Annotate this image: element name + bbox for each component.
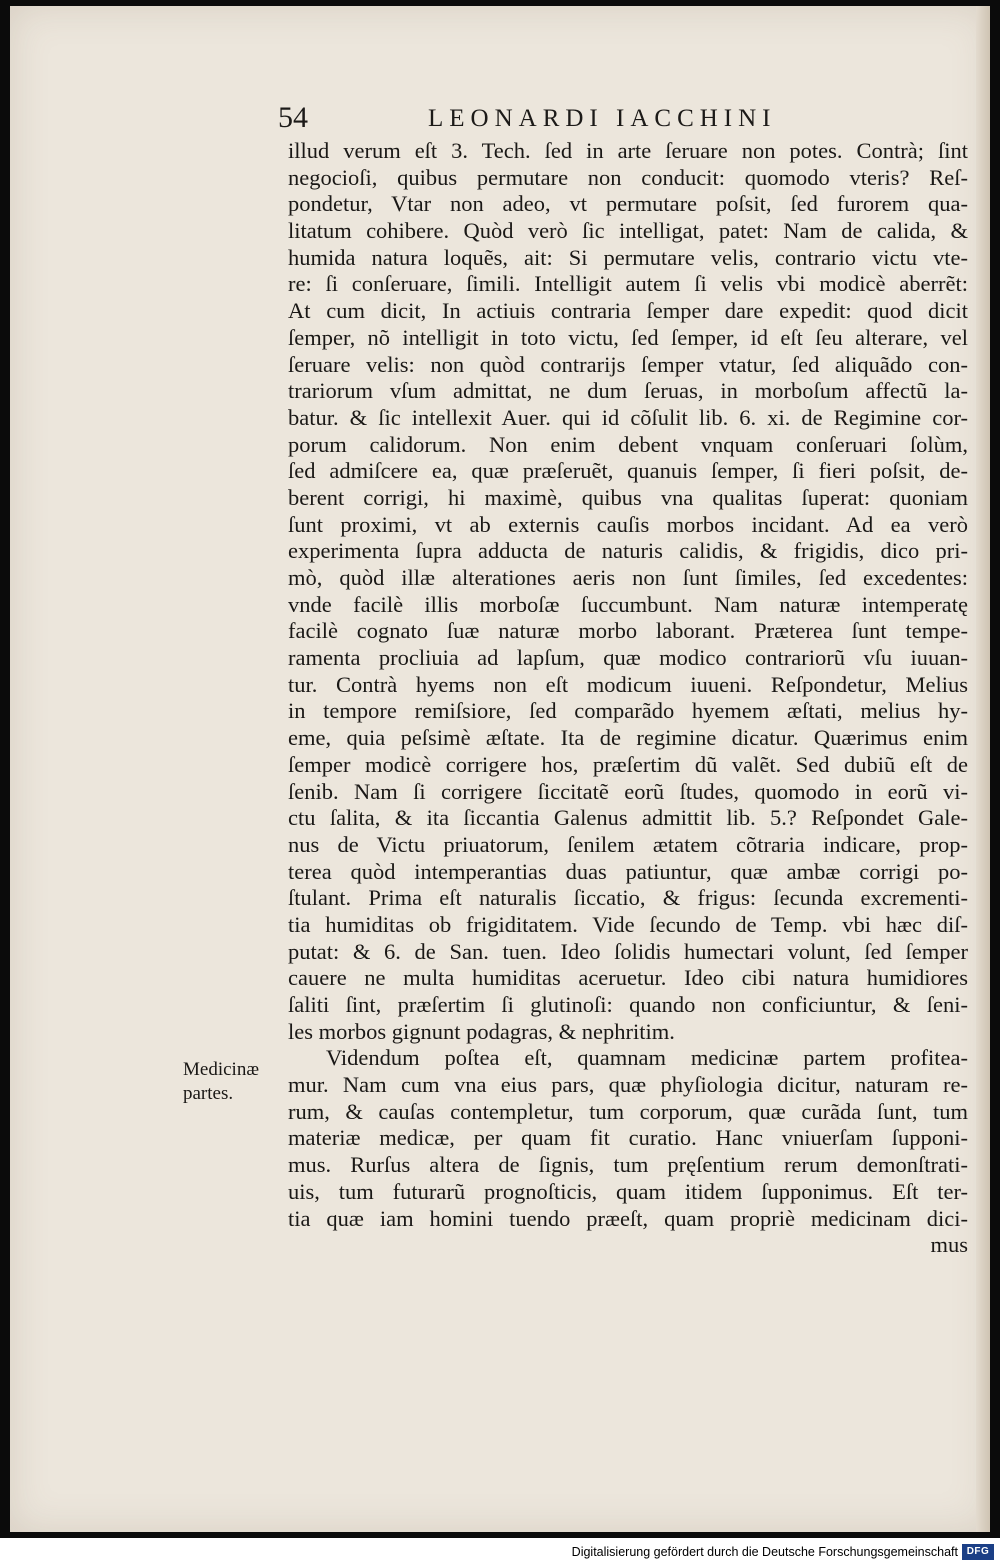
text-line: cauere ne multa humiditas aceruetur. Ideo cibi natura humidiores bbox=[288, 965, 968, 991]
text-line: eme, quia peſsimè æſtate. Ita de regimine dicatur. Quærimus enim bbox=[288, 725, 968, 751]
text-line: re: ſi conſeruare, ſimili. Intelligit autem ſi velis vbi modicè aberrẽt: bbox=[288, 271, 968, 297]
text-line: berent corrigi, hi maximè, quibus vna qualitas ſuperat: quoniam bbox=[288, 484, 968, 510]
funding-credit: Digitalisierung gefördert durch die Deutsche Forschungsgemeinschaft bbox=[571, 1545, 958, 1559]
marginal-note-line: partes. bbox=[183, 1083, 234, 1104]
text-line: facilè cognato ſuæ naturæ morbo laborant. Præterea ſunt tempe- bbox=[288, 618, 968, 644]
text-line: negocioſi, quibus permutare non conducit: quomodo vteris? Reſ- bbox=[288, 164, 968, 190]
text-line: uis, tum futurarũ prognoſticis, quam itidem ſupponimus. Eſt ter- bbox=[288, 1178, 968, 1204]
text-line: materiæ medicæ, per quam fit curatio. Hanc vniuerſam ſupponi- bbox=[288, 1125, 968, 1151]
dfg-logo-icon: DFG bbox=[962, 1544, 994, 1560]
text-line: humida natura loquẽs, ait: Si permutare velis, contrario victu vte- bbox=[288, 244, 968, 270]
page-edge bbox=[976, 6, 990, 1532]
text-line: litatum cohibere. Quòd verò ſic intelligat, patet: Nam de calida, & bbox=[288, 218, 968, 244]
text-line: putat: & 6. de San. tuen. Ideo ſolidis humectari volunt, ſed ſemper bbox=[288, 938, 968, 964]
text-line: ſenib. Nam ſi corrigere ſiccitatẽ eorũ ſtudes, quomodo in eorũ vi- bbox=[288, 778, 968, 804]
running-head-title: LEONARDI IACCHINI bbox=[428, 105, 777, 132]
text-line: vnde facilè illis morboſæ ſuccumbunt. Nam naturæ intemperatę bbox=[288, 591, 968, 617]
text-line: les morbos gignunt podagras, & nephritim. bbox=[288, 1018, 675, 1044]
text-line: At cum dicit, In actiuis contraria ſemper dare expedit: quod dicit bbox=[288, 298, 968, 324]
marginal-note bbox=[183, 1058, 283, 1106]
text-line: ſemper modicè corrigere hos, præſertim dũ valẽt. Sed dubiũ eſt de bbox=[288, 751, 968, 777]
text-line: illud verum eſt 3. Tech. ſed in arte ſeruare non potes. Contrà; ſint bbox=[288, 138, 968, 163]
text-line: tia quæ iam homini tuendo præeſt, quam propriè medicinam dici- bbox=[288, 1205, 968, 1231]
text-line: ſunt proximi, vt ab externis cauſis morbos incidant. Ad ea verò bbox=[288, 511, 968, 537]
text-line: mur. Nam cum vna eius pars, quæ phyſiologia dicitur, naturam re- bbox=[288, 1072, 968, 1098]
text-line: ſemper, nõ intelligit in toto victu, ſed ſemper, id eſt ſeu alterare, vel bbox=[288, 324, 968, 350]
text-line: porum calidorum. Non enim debent vnquam conſeruari ſolùm, bbox=[288, 431, 968, 457]
text-line: terea quòd intemperantias duas patiuntur, quæ ambæ corrigi po- bbox=[288, 858, 968, 884]
footer-bar bbox=[0, 1538, 1000, 1568]
text-line: ſeruare velis: non quòd contrarijs ſemper vtatur, ſed aliquãdo con- bbox=[288, 351, 968, 377]
page-number: 54 bbox=[278, 101, 308, 134]
text-line: ramenta procliuia ad lapſum, quæ modico contrariorũ vſu iuuan- bbox=[288, 645, 968, 671]
text-line: nus de Victu priuatorum, ſenilem ætatem cõtraria indicare, prop- bbox=[288, 831, 968, 857]
text-line: mò, quòd illæ alterationes aeris non ſunt ſimiles, ſed excedentes: bbox=[288, 565, 968, 590]
text-line: tia humiditas ob frigiditatem. Vide ſecundo de Temp. vbi hæc diſ- bbox=[288, 911, 968, 937]
text-line: ſtulant. Prima eſt naturalis ſiccatio, & frigus: ſecunda excrementi- bbox=[288, 885, 968, 911]
text-line: ſaliti ſint, præſertim ſi glutinoſi: quando non conficiuntur, & ſeni- bbox=[288, 992, 968, 1017]
text-line: in tempore remiſsiore, ſed comparãdo hyemem æſtati, melius hy- bbox=[288, 698, 968, 724]
text-line: trariorum vſum admittat, ne dum ſeruas, in morboſum affectũ la- bbox=[288, 378, 968, 404]
text-line: ſed admiſcere ea, quæ præſeruẽt, quanuis ſemper, ſi fieri poſsit, de- bbox=[288, 458, 968, 484]
text-line: pondetur, Vtar non adeo, vt permutare poſsit, ſed furorem qua- bbox=[288, 191, 968, 217]
text-line: Videndum poſtea eſt, quamnam medicinæ partem profitea- bbox=[326, 1045, 968, 1071]
catchword: mus bbox=[930, 1232, 968, 1258]
text-line: tur. Contrà hyems non eſt modicum iuueni. Reſpondetur, Melius bbox=[288, 671, 968, 697]
running-head bbox=[278, 100, 838, 136]
text-line: mus. Rurſus altera de ſignis, tum pręſentium rerum demonſtrati- bbox=[288, 1152, 968, 1178]
text-line: ctu ſalita, & ita ſiccantia Galenus admittit lib. 5.? Reſpondet Gale- bbox=[288, 805, 968, 831]
text-line: batur. & ſic intellexit Auer. qui id cõſulit lib. 6. xi. de Regimine cor- bbox=[288, 404, 968, 430]
text-line: experimenta ſupra adducta de naturis calidis, & frigidis, dico pri- bbox=[288, 538, 968, 564]
body-text bbox=[288, 138, 968, 1259]
text-line: rum, & cauſas contempletur, tum corporum, quæ curãda ſunt, tum bbox=[288, 1098, 968, 1124]
marginal-note-line: Medicinæ bbox=[183, 1059, 259, 1080]
